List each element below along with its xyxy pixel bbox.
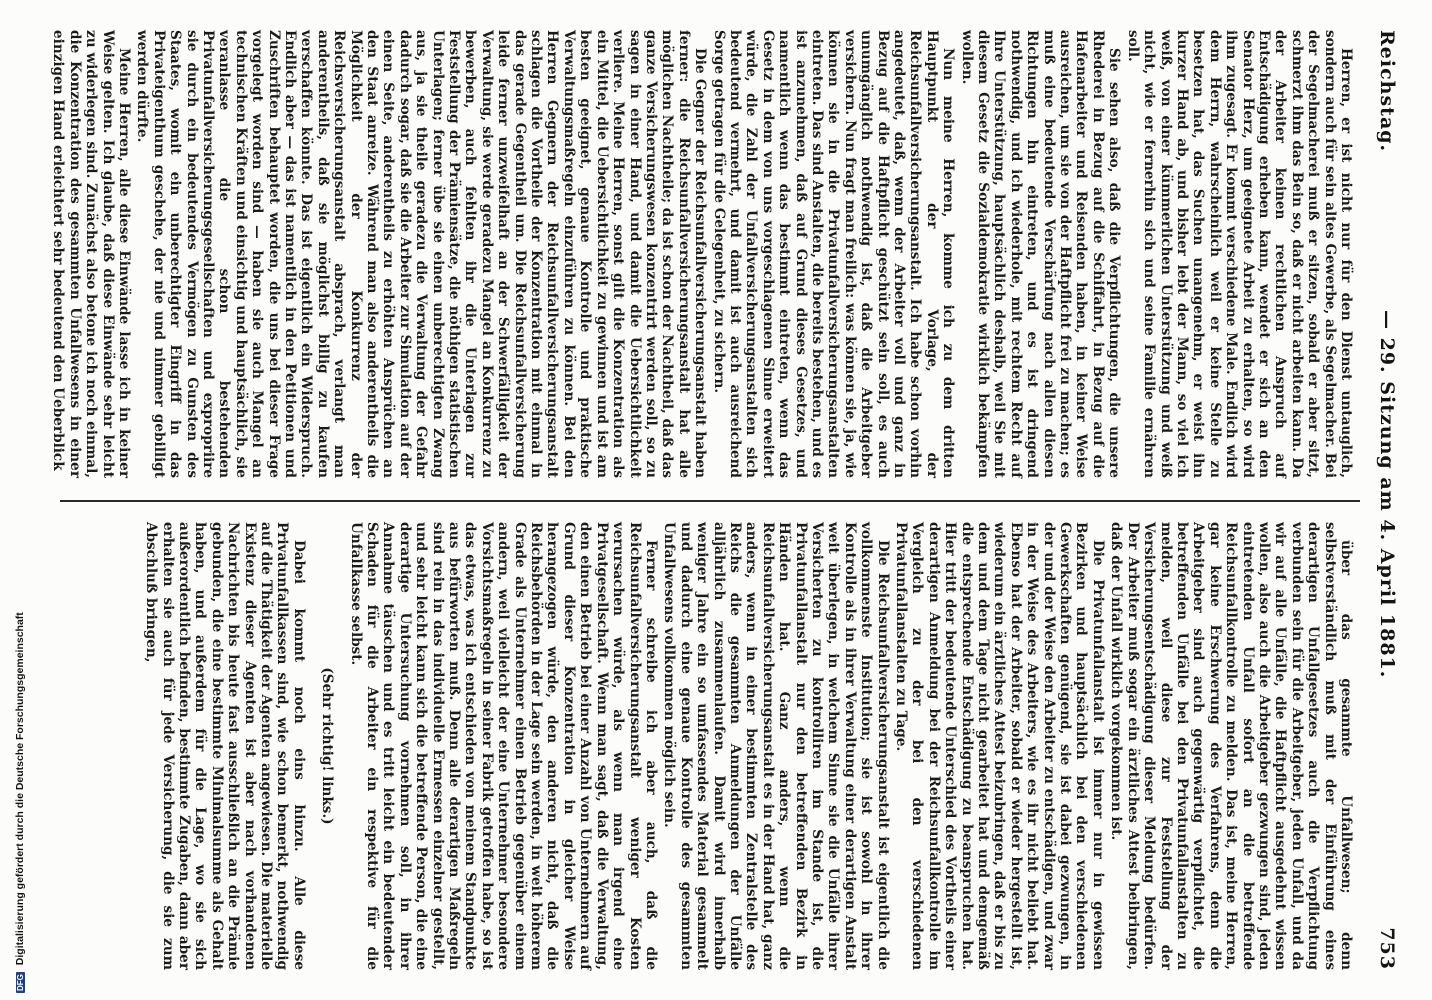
header-session: — 29. Sitzung am 4. April 1881. [1376, 310, 1398, 679]
column-divider [60, 500, 1360, 502]
running-header [1368, 30, 1398, 970]
paragraph: Die Reichsunfallversicherungsanstalt ist eigentlich die vollkommenste Institution; sie ist sowohl in ihrer Kontrolle als in ihrer Verwaltung einer derartigen Anstalt weit überlegen, in welchem Sinne sie die Unfälle ihrer Versicherten zu kontrolliren im Stande ist, die Privatunfallanstalt nur den betreffenden Bezirk in Händen hat. Ganz anders, wenn die Reichsunfallversicherungsanstalt es in der Hand hat, ganz anders, wenn in einer bestimmten Zentralstelle des Reichs die gesammten Anmeldungen der Unfälle alljährlich zusammenlaufen. Damit wird innerhalb weniger Jahre ein so umfassendes Material gesammelt und dadurch eine genaue Kontrolle des gesammten Unfallwesens vollkommen möglich sein. [661, 522, 891, 970]
paragraph: über das gesammte Unfallwesen; denn selbstverständlich muß mit der Einführung eines derartigen Unfallgesetzes auch die Verpflichtung verbunden sein für die Arbeitgeber, jeden Unfall, und da wir auf alle Unfälle, die Haftpflicht ausgedehnt wissen wollen, also auch die Arbeitgeber gezwungen sind, jeden eintretenden Unfall sofort an die betreffende Reichsunfallkontrolle zu melden. Das ist, meine Herren, gar keine Erschwerung des Verfahrens, denn die Arbeitgeber sind auch gegenwärtig verpflichtet, die betreffenden Unfälle bei den Privatunfallanstalten zu melden, weil diese zur Feststellung der Versicherungsentschädigung dieser Meldung bedürfen. Der Arbeiter muß sogar ein ärztliches Attest beibringen, daß der Unfall wirklich vorgekommen ist. [1108, 522, 1354, 970]
paragraph: Sie sehen also, daß die Verpflichtungen, die unsere Rhederei in Bezug auf die Schiffahrt, in Bezug auf die Hafenarbeiter und Reisenden haben, in keiner Weise ausreichen, um sie von der Haftpflicht frei zu machen; es muß eine bedeutende Verschärfung nach allen diesen Richtungen hin eintreten, und es ist dringend nothwendig, und ich wiederhole, mit rechtem Recht auf Ihre Unterstützung, hauptsächlich deshalb, weil Sie mit diesem Gesetz die Sozialdemokratie wirklich bekämpfen wollen. [958, 30, 1123, 478]
header-title: Reichstag. [1376, 30, 1398, 153]
paragraph: Ferner schreibe ich aber auch, daß die Reichsunfallversicherungsanstalt weniger Kosten verursachen würde, als wenn man irgend eine Privatgesellschaft. Wenn man sagt, daß die Verwaltung, den einen Betrieb bei einer Anzahl von Unternehmern auf Grund dieser Konzentration in gleicher Weise herangezogen würde, den anderen nicht, daß die Reichsbehörden in der Lage sein werden, in weit höherem Grade als Unternehmer einen Betrieb gegenüber einem andern, weil vielleicht der eine Unternehmer besondere Vorsichtsmaßregeln in seiner Fabrik getroffen habe, so ist das etwas, was ich entschieden von meinem Standpunkte aus befürworten muß. Denn alle derartigen Maßregeln sind rein in das individuelle Ermessen einzelner gestellt, und sehr leicht kann sich die betreffende Person, die eine derartige Untersuchung vornehmen soll, in ihrer Annahme täuschen und es tritt leicht ein bedeutender Schaden für die Arbeiter ein respektive für die Unfallkasse selbst. [347, 522, 659, 970]
paragraph: Herren, er ist nicht nur für den Dienst untauglich, sondern auch für sein altes Gewerbe, als Segelmacher. Bei der Segelmacherei muß er sitzen, sobald er aber sitzt, schmerzt ihm das Bein so, daß er nicht arbeiten kann. Da der Arbeiter keinen rechtlichen Anspruch auf Entschädigung erheben kann, wendet er sich an den Senator Herz, um geeignete Arbeit zu erhalten, so wird ihm zugesagt. Er kommt verschiedene Male. Endlich wird dem Herrn, wahrscheinlich weil er keine Stelle zu besetzen hat, das Suchen unangenehm, er weist ihn kurzer Hand ab, und bisher lebt der Mann, so viel ich weiß, von einer kümmerlichen Unterstützung und weiß nicht, wie er fernerhin sich und seine Familie ernähren soll. [1124, 30, 1354, 478]
dfg-logo: DFG [16, 974, 25, 991]
interjection: (Sehr richtig! links.) [319, 667, 336, 825]
right-text-column [141, 522, 1354, 970]
paragraph: Dabei kommt noch eins hinzu. Alle diese Privatunfallkassen sind, wie schon bemerkt, nothwendig auf die Thätigkeit der Agenten angewiesen. Die materielle Existenz dieser Agenten ist aber nach vorhandenen Nachrichten bis heute fast ausschließlich an die Prämie gebunden, die eine bestimmte Minimalsumme als Gehalt haben, und außerdem für die Lage, wo sie sich außerordentlich befinden, bestimmte Zugaben, dann aber erhalten sie auch für jede Versicherung, die sie zum Abschluß bringen, [143, 522, 307, 970]
paragraph: Die Privatunfallanstalt ist immer nur in gewissen Bezirken und hauptsächlich bei den verschiedenen Gewerkschaften genügend, sie ist dabei gezwungen, in der und der Weise den Arbeiter zu entschädigen, und zwar in der Weise des Arbeiters, wie es ihr nicht beliebt hat. Ebenso hat der Arbeiter, sobald er wieder hergestellt ist, wiederum ein ärztliches Attest beizubringen, daß er bis zu dem und dem Tage nicht gearbeitet hat und demgemäß die entsprechende Entschädigung zu beanspruchen hat. Hier tritt der bedeutende Unterschied des Vortheils einer derartigen Anmeldung bei der Reichsunfallkontrolle im Vergleich zu der bei den verschiedenen Privatunfallanstalten zu Tage. [893, 522, 1106, 970]
paragraph: Nun meine Herren, komme ich zu dem dritten Hauptpunkt der Vorlage, der Reichsunfallversicherungsanstalt. Ich habe schon vorhin angedeutet, daß, wenn der Arbeiter voll und ganz in Bezug auf die Haftpflicht geschützt sein soll, es auch unumgänglich nothwendig ist, daß die Arbeitgeber versichern. Nun fragt man freilich: was können sie, ja, wie können sie in die Privatunfallversicherungsanstalten eintreten. Das sind Anstalten, die bereits bestehen, und es ist anzunehmen, daß auf Grund dieses Gesetzes, und namentlich wenn das bestimmt eintreten, wenn das Gesetz in dem von uns vorgeschlagenen Sinne erweitert würde, die Zahl der Unfallversicherungsanstalten sich bedeutend vermehrt, und damit ist auch ausreichend Sorge getragen für die Gelegenheit, zu sichern. [710, 30, 957, 478]
digitization-credit-text: Digitalisierung gefördert durch die Deutsche Forschungsgemeinschaft [14, 612, 26, 966]
paragraph: Meine Herren, alle diese Einwände lasse ich in keiner Weise gelten. Ich glaube, daß diese Einwände sehr leicht zu widerlegen sind. Zunächst also betone ich noch einmal, die Konzentration des gesammten Unfallwesens in einer einzigen Hand erleichtert sehr bedeutend den Ueberblick [50, 30, 132, 478]
paragraph: Die Gegner der Reichsunfallversicherungsanstalt haben ferner: die Reichsunfallversicherungsanstalt hat alle möglichen Nachtheile; da ist schon der Nachtheil, daß das ganze Versicherungswesen konzentrirt werden soll, so zu sagen in einer Hand, und damit die Uebersichtlichkeit verliere. Meine Herren, sonst gilt die Konzentration als ein Mittel, die Uebersichtlichkeit zu gewinnen und ist am besten geeignet, genaue Kontrolle und praktische Verwaltungsmaßregeln einzuführen zu können. Bei den Herren Gegnern der Reichsunfallversicherungsanstalt schlagen die Vortheile der Konzentration mit einmal in das gerade Gegentheil um. Die Reichsunfallversicherung leide ferner unzweifelhaft an der Schwerfälligkeit der Verwaltung, sie werde geradezu Mangel an Konkurrenz zu bewerben, auch fehlten ihr die Unterlagen zur Feststellung der Prämiensätze, die nöthigen statistischen Unterlagen; ferner übe sie einen unberechtigten Zwang aus, ja sie theile geradezu die Verwaltung der Gefahr dadurch sogar, daß sie die Arbeiter zur Simulation auf der einen Seite, anderentheils zu erhöhten Ansprüchen an den Staat anreize. Während man also anderentheils die Möglichkeit der Konkurrenz der Reichsversicherungsanstalt absprach, verlangt man anderentheils, daß sie möglichst billig zu kaufen verschaffen könnte. Das ist eigentlich ein Widerspruch. Endlich aber — das ist namentlich in den Petitionen und Zuschriften behauptet worden, die uns bei dieser Frage vorgelegt worden sind — haben sie auch Mangel an technischen Kräften und einsichtig und hauptsächlich, sie veranlasse die schon bestehenden Privatunfallversicherungsgesellschaften und expropriire sie durch ein bedeutendes Vermögen zu Gunsten des Staates, womit ein unberechtigter Eingriff in das Privateigenthum geschehe, der nie und nimmer gebilligt werden dürfte. [134, 30, 709, 478]
page-number: 753 [1376, 927, 1398, 970]
left-text-column [48, 30, 1354, 478]
